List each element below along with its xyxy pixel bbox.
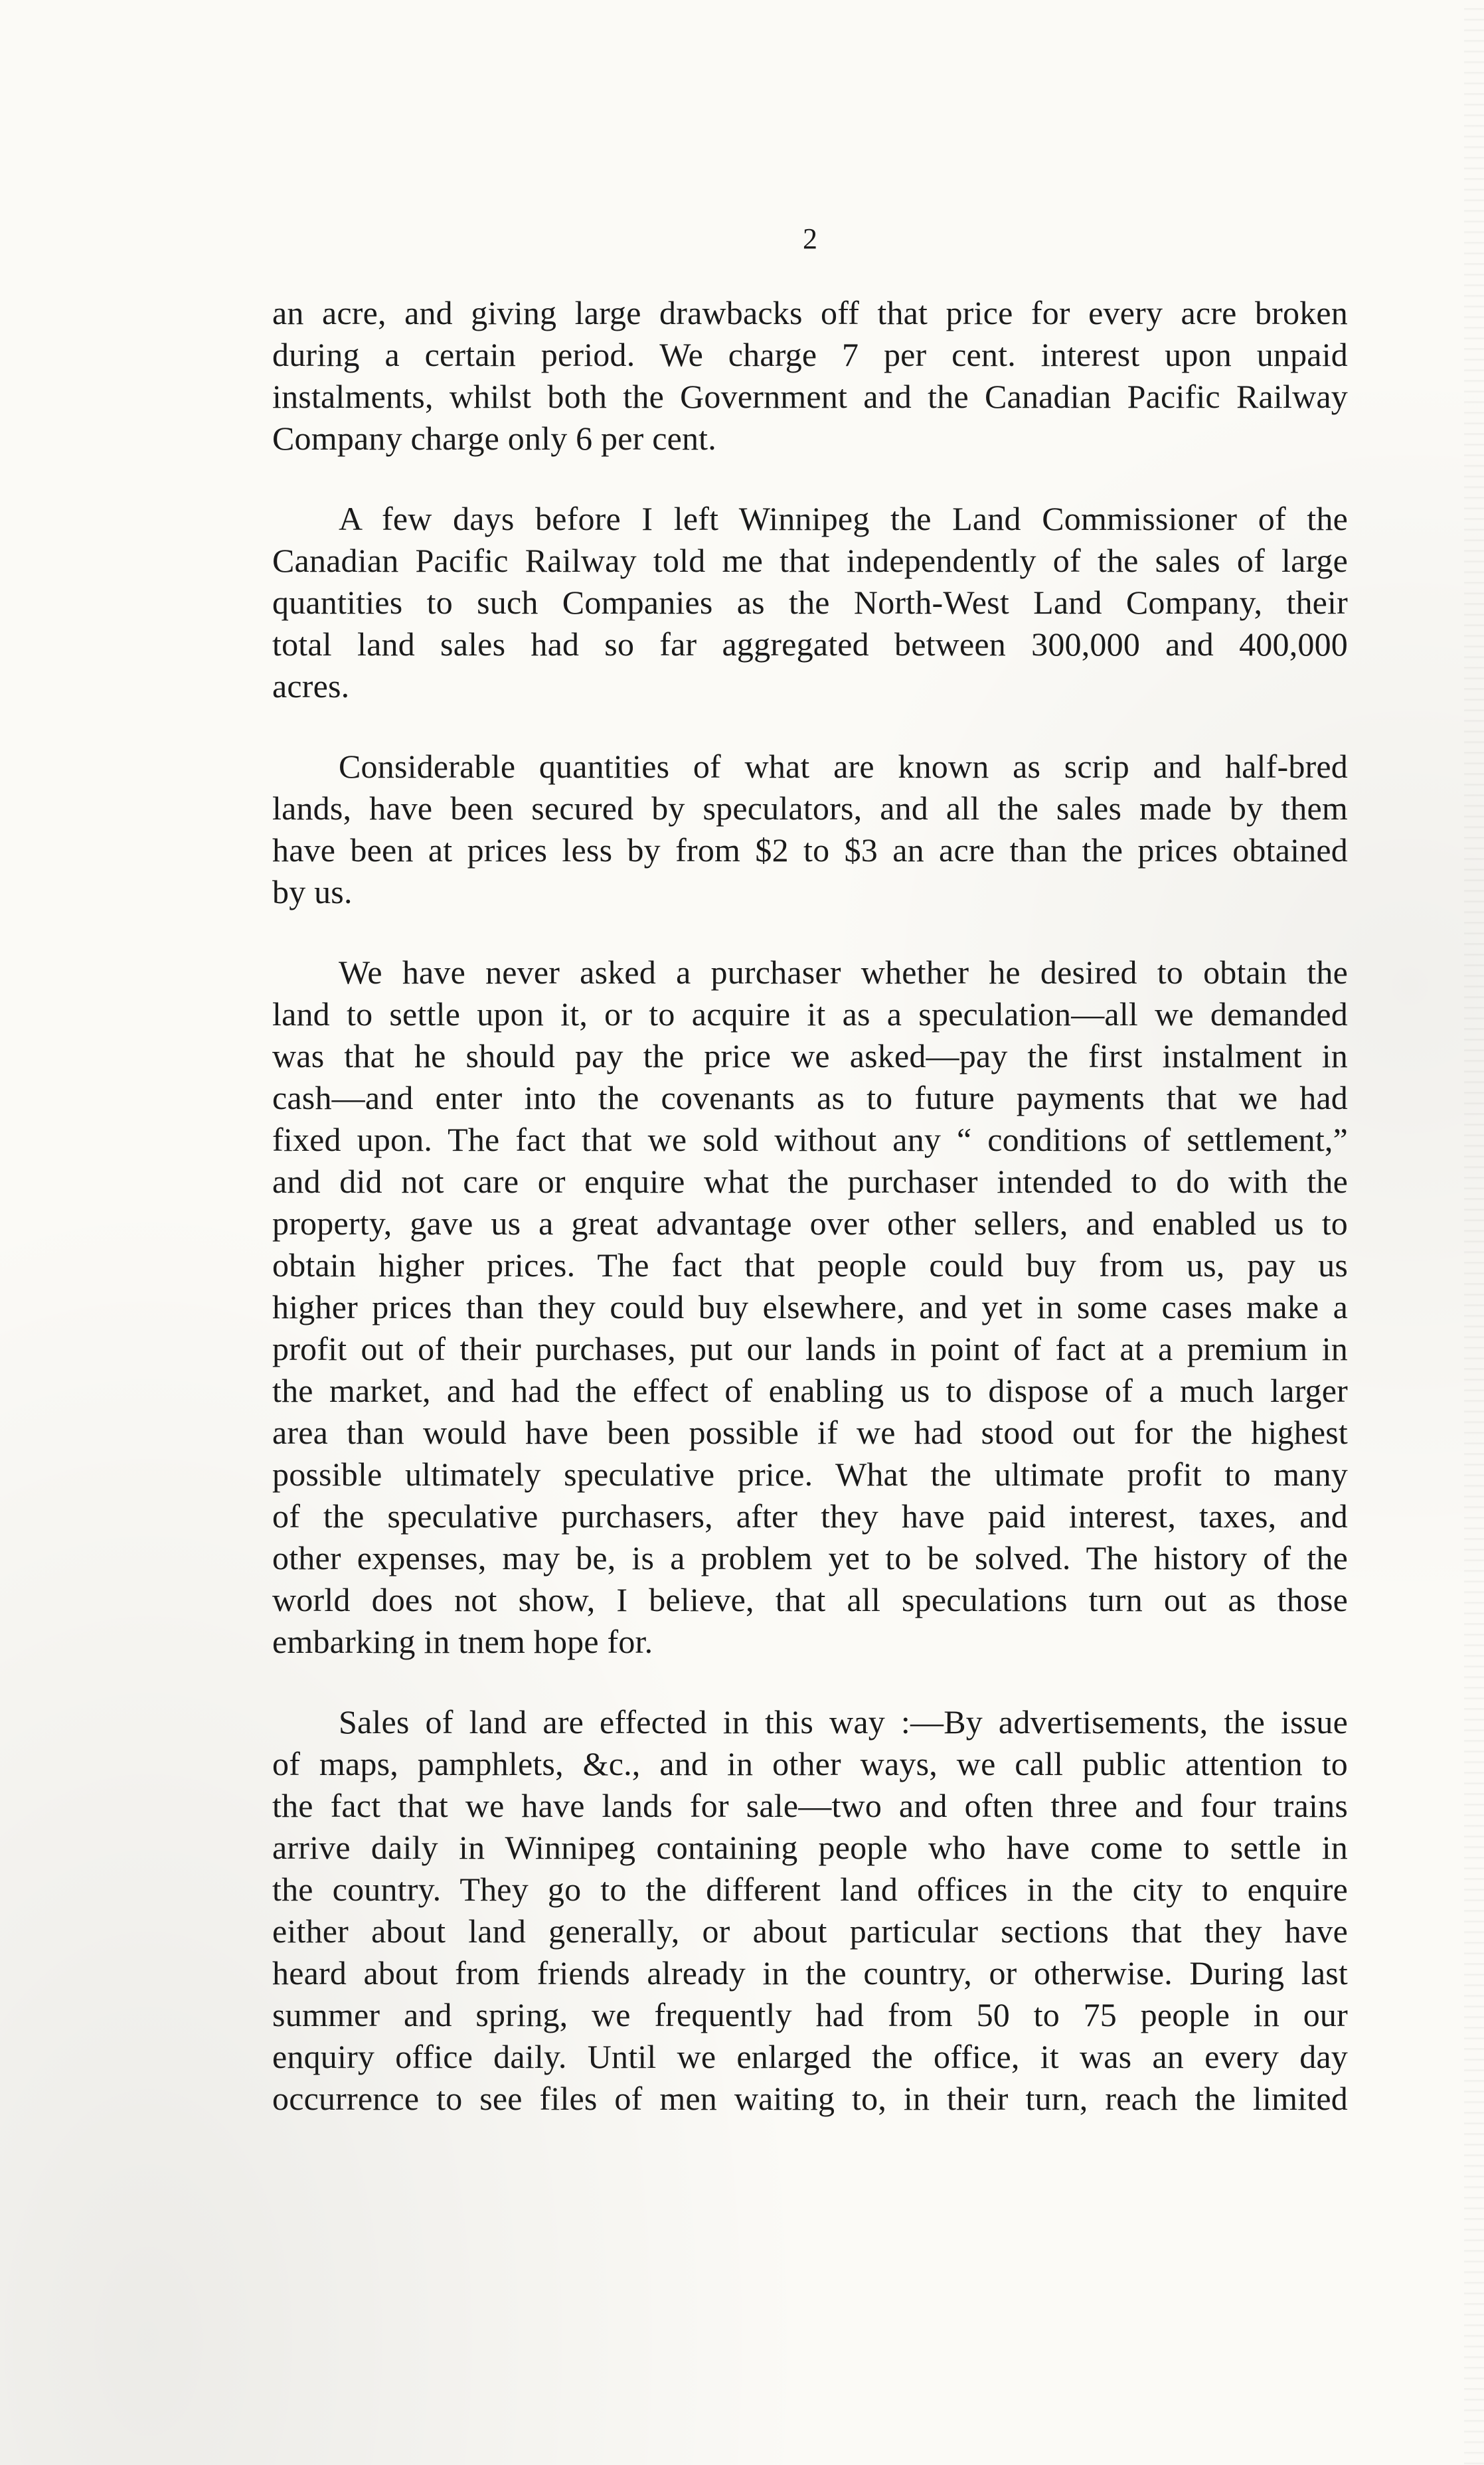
text-line: of the speculative purchasers, after they have paid interest, taxes, and [272,1497,1348,1535]
text-line: possible ultimately speculative price. What the ultimate profit to many [272,1456,1348,1493]
text-line: cash—and enter into the covenants as to future payments that we had [272,1079,1348,1116]
text-line: Canadian Pacific Railway told me that independently of the sales of large [272,542,1348,579]
text-line: during a certain period. We charge 7 per cent. interest upon unpaid [272,336,1348,373]
text-line: was that he should pay the price we asked—pay the first instalment in [272,1037,1348,1074]
paragraph [272,746,1348,913]
text-line: of maps, pamphlets, &c., and in other ways, we call public attention to [272,1745,1348,1782]
paragraph-gap [272,913,1348,952]
paragraph [272,1701,1348,2120]
paragraph-gap [272,707,1348,746]
text-line: acres. [272,667,350,705]
body-text [272,292,1348,2120]
text-line: We have never asked a purchaser whether he desired to obtain the [339,954,1348,991]
paragraph-gap [272,1663,1348,1701]
text-line: obtain higher prices. The fact that people could buy from us, pay us [272,1246,1348,1284]
text-line: area than would have been possible if we had stood out for the highest [272,1414,1348,1451]
text-line: the fact that we have lands for sale—two and often three and four trains [272,1787,1348,1824]
page-number: 2 [803,222,817,255]
text-line: higher prices than they could buy elsewhere, and yet in some cases make a [272,1288,1348,1325]
text-line: Company charge only 6 per cent. [272,420,716,457]
text-line: total land sales had so far aggregated between 300,000 and 400,000 [272,626,1348,663]
text-line: A few days before I left Winnipeg the Land Commissioner of the [339,500,1348,537]
paragraph-gap [272,460,1348,498]
text-line: instalments, whilst both the Government and the Canadian Pacific Railway [272,378,1348,415]
text-line: enquiry office daily. Until we enlarged the office, it was an every day [272,2038,1348,2075]
text-line: an acre, and giving large drawbacks off that price for every acre broken [272,294,1348,331]
text-line: world does not show, I believe, that all speculations turn out as those [272,1581,1348,1618]
text-line: quantities to such Companies as the North-West Land Company, their [272,584,1348,621]
text-line: the country. They go to the different land offices in the city to enquire [272,1871,1348,1908]
text-line: fixed upon. The fact that we sold without any “ conditions of settlement,” [272,1121,1348,1158]
text-line: the market, and had the effect of enabling us to dispose of a much larger [272,1372,1348,1409]
scan-edge-shading [1464,0,1484,2465]
text-line: Considerable quantities of what are known as scrip and half-bred [339,748,1348,785]
paragraph [272,952,1348,1663]
text-line: embarking in tnem hope for. [272,1623,653,1660]
text-line: arrive daily in Winnipeg containing people who have come to settle in [272,1829,1348,1866]
text-line: land to settle upon it, or to acquire it as a speculation—all we demanded [272,995,1348,1033]
text-line: other expenses, may be, is a problem yet to be solved. The history of the [272,1539,1348,1576]
text-line: summer and spring, we frequently had from 50 to 75 people in our [272,1996,1348,2033]
text-line: either about land generally, or about particular sections that they have [272,1912,1348,1950]
text-line: lands, have been secured by speculators, and all the sales made by them [272,790,1348,827]
paragraph [272,292,1348,460]
text-line: heard about from friends already in the country, or otherwise. During last [272,1954,1348,1992]
text-line: occurrence to see files of men waiting to, in their turn, reach the limited [272,2080,1348,2117]
text-line: have been at prices less by from $2 to $3 an acre than the prices obtained [272,831,1348,869]
text-line: by us. [272,873,353,910]
text-line: property, gave us a great advantage over other sellers, and enabled us to [272,1205,1348,1242]
text-line: Sales of land are effected in this way :—By advertisements, the issue [339,1703,1348,1741]
paragraph [272,498,1348,707]
text-line: and did not care or enquire what the purchaser intended to do with the [272,1163,1348,1200]
text-line: profit out of their purchases, put our lands in point of fact at a premium in [272,1330,1348,1367]
